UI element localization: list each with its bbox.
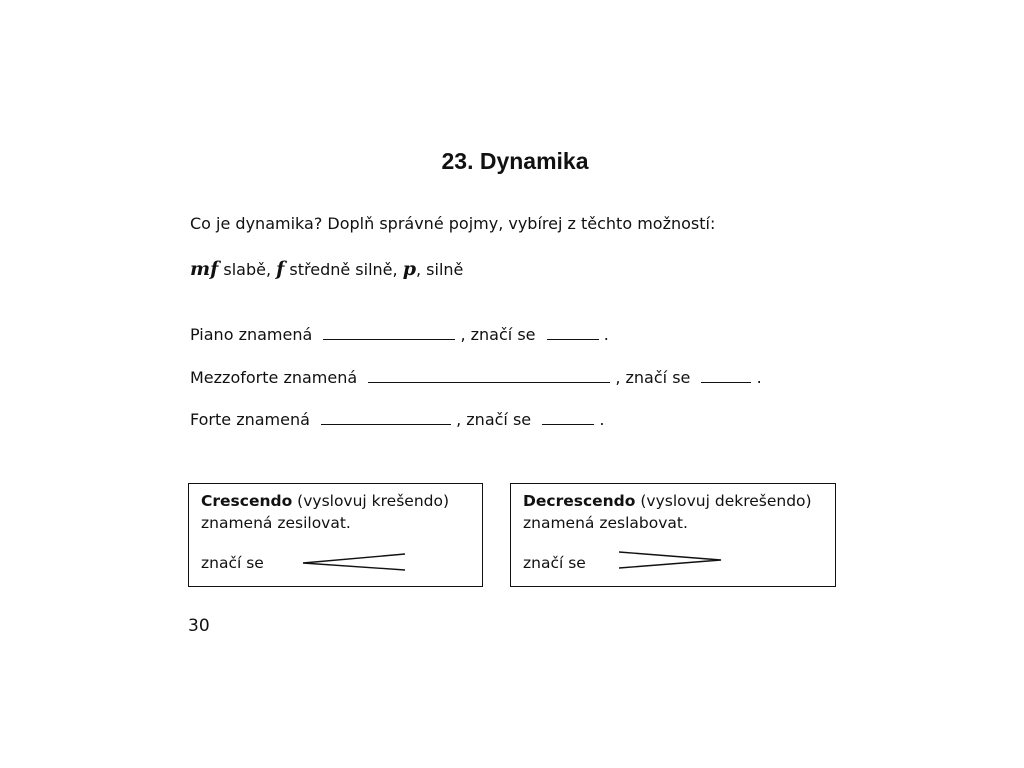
fill-end: .: [603, 325, 609, 344]
answer-blank-sign[interactable]: [542, 408, 594, 425]
option-f-text: středně silně,: [284, 260, 403, 279]
decrescendo-hairpin-icon: [617, 550, 725, 570]
crescendo-term: Crescendo: [201, 492, 293, 510]
fill-row-piano: [190, 323, 609, 344]
page-title: 23. Dynamika: [441, 148, 589, 174]
crescendo-hairpin-icon: [301, 552, 409, 572]
fill-marks-label: , značí se: [456, 410, 532, 429]
answer-blank-meaning[interactable]: [323, 323, 455, 340]
answer-blank-sign[interactable]: [701, 366, 751, 383]
option-p-text: , silně: [415, 260, 464, 279]
answer-blank-sign[interactable]: [547, 323, 599, 340]
crescendo-heading: [201, 490, 470, 512]
p-symbol: p: [402, 258, 416, 280]
f-symbol: f: [276, 258, 285, 280]
page-number: 30: [188, 616, 210, 636]
crescendo-sign-label: značí se: [201, 554, 264, 572]
decrescendo-sign-label: značí se: [523, 554, 586, 572]
decrescendo-pronunciation: (vyslovuj dekrešendo): [635, 492, 812, 510]
fill-end: .: [599, 410, 605, 429]
fill-marks-label: , značí se: [460, 325, 536, 344]
fill-label: Piano znamená: [190, 325, 313, 344]
option-mf-text: slabě,: [218, 260, 277, 279]
fill-label: Forte znamená: [190, 410, 310, 429]
mf-symbol: mf: [190, 258, 219, 280]
instruction-question: Co je dynamika? Doplň správné pojmy, vybírej z těchto možností:: [190, 214, 716, 233]
decrescendo-box: [510, 483, 836, 587]
options-line: [190, 258, 463, 280]
decrescendo-meaning: znamená zeslabovat.: [523, 514, 688, 532]
fill-row-forte: [190, 408, 604, 429]
crescendo-meaning: znamená zesilovat.: [201, 514, 351, 532]
answer-blank-meaning[interactable]: [368, 366, 610, 383]
crescendo-box: [188, 483, 483, 587]
crescendo-pronunciation: (vyslovuj krešendo): [292, 492, 450, 510]
decrescendo-term: Decrescendo: [523, 492, 636, 510]
fill-row-mezzoforte: [190, 366, 762, 387]
decrescendo-heading: [523, 490, 823, 512]
fill-end: .: [756, 368, 762, 387]
fill-label: Mezzoforte znamená: [190, 368, 358, 387]
answer-blank-meaning[interactable]: [321, 408, 451, 425]
fill-marks-label: , značí se: [615, 368, 691, 387]
